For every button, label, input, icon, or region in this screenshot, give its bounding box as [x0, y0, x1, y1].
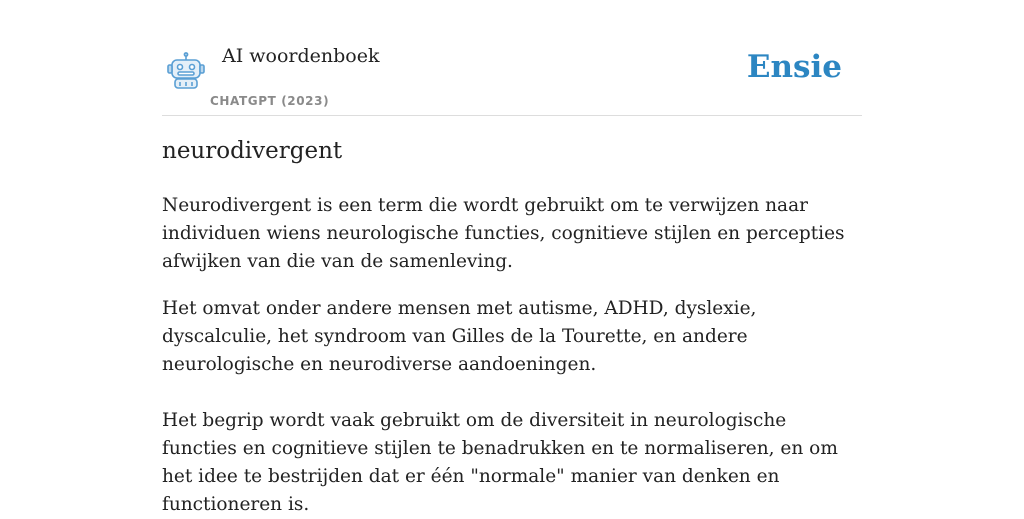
dictionary-source: CHATGPT (2023): [210, 94, 330, 108]
brand-logo[interactable]: Ensie: [746, 49, 842, 85]
entry-term: neurodivergent: [162, 138, 343, 164]
definition-paragraph: Neurodivergent is een term die wordt gebruikt om te verwijzen naar individuen wiens neurologische functies, cognitieve stijlen en percepties afwijken van die van de samenleving.: [162, 195, 845, 272]
dictionary-card: [162, 0, 862, 515]
definition-paragraph: Het begrip wordt vaak gebruikt om de diversiteit in neurologische functies en cognitieve stijlen te benadrukken en te normaliseren, en om het idee te bestrijden dat er één "normale" manier van denken en functioneren is.: [162, 410, 838, 515]
dictionary-title[interactable]: AI woordenboek: [222, 45, 380, 67]
card-header: [162, 0, 862, 116]
entry-definition: [162, 192, 862, 519]
robot-icon: [166, 52, 206, 90]
definition-paragraph: Het omvat onder andere mensen met autisme, ADHD, dyslexie, dyscalculie, het syndroom van Gilles de la Tourette, en andere neurologische en neurodiverse aandoeningen.: [162, 298, 757, 375]
